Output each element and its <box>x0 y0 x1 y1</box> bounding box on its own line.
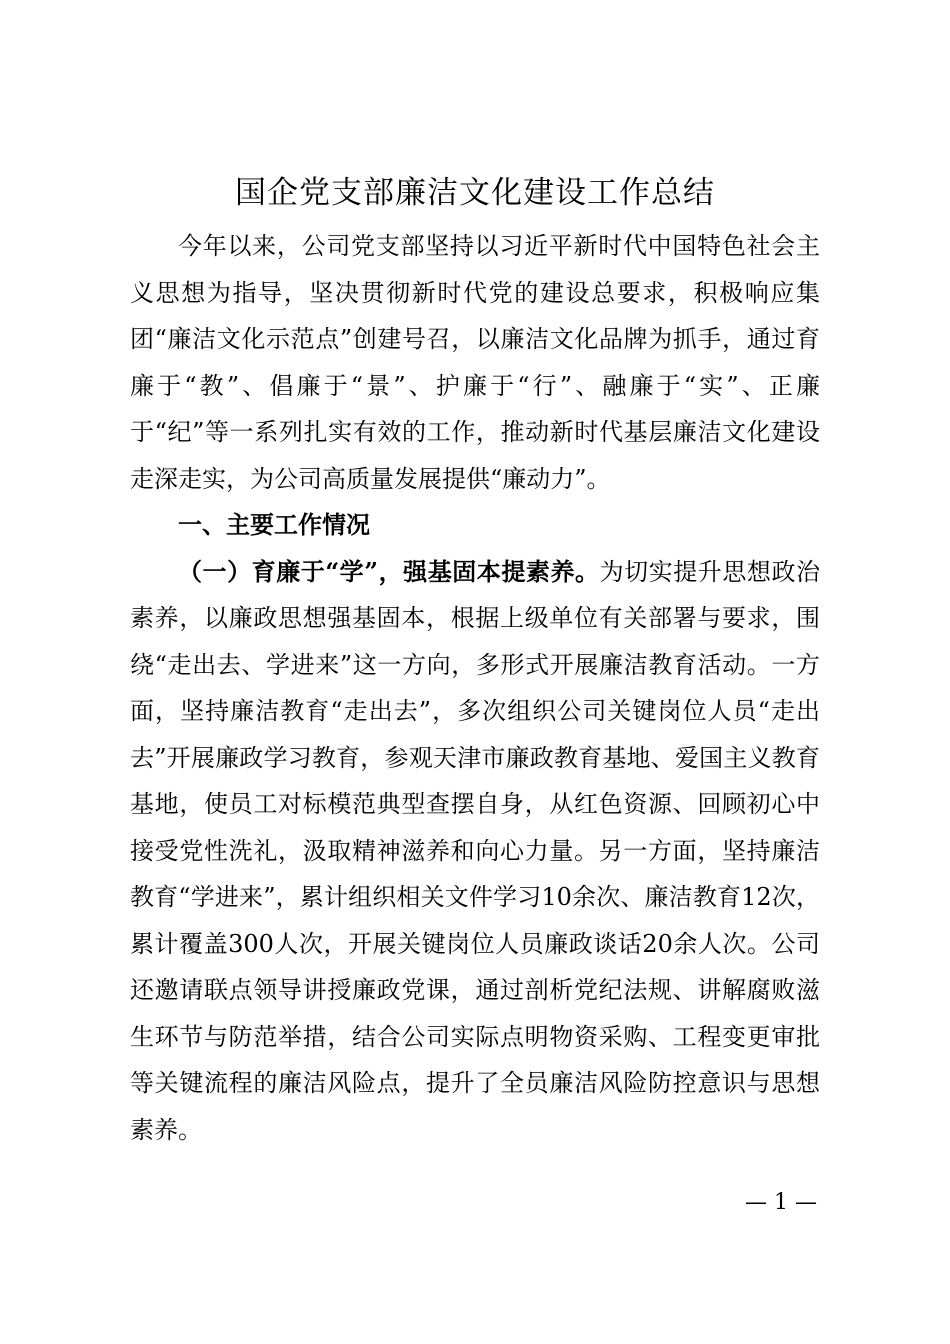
page-number: — 1 — <box>745 1190 817 1215</box>
document-title: 国企党支部廉洁文化建设工作总结 <box>235 175 715 211</box>
subsection-paragraph <box>130 549 820 1154</box>
subsection-heading: （一）育廉于“学”，强基固本提素养。 <box>178 556 600 586</box>
subsection-body: 为切实提升思想政治素养，以廉政思想强基固本，根据上级单位有关部署与要求，围绕“走出去、学进来”这一方向，多形式开展廉洁教育活动。一方面，坚持廉洁教育“走出去”，多次组织公司关键岗位人员“走出去”开展廉政学习教育，参观天津市廉政教育基地、爱国主义教育基地，使员工对标模范典型查摆自身，从红色资源、回顾初心中接受党性洗礼，汲取精神滋养和向心力量。另一方面，坚持廉洁教育“学进来”，累计组织相关文件学习10余次、廉洁教育12次，累计覆盖300人次，开展关键岗位人员廉政谈话20余人次。公司还邀请联点领导讲授廉政党课，通过剖析党纪法规、讲解腐败滋生环节与防范举措，结合公司实际点明物资采购、工程变更审批等关键流程的廉洁风险点，提升了全员廉洁风险防控意识与思想素养。 <box>130 557 821 1144</box>
section-heading: 一、主要工作情况 <box>178 511 370 539</box>
document-body <box>130 223 820 1153</box>
intro-paragraph: 今年以来，公司党支部坚持以习近平新时代中国特色社会主义思想为指导，坚决贯彻新时代党的建设总要求，积极响应集团“廉洁文化示范点”创建号召，以廉洁文化品牌为抓手，通过育廉于“教”、倡廉于“景”、护廉于“行”、融廉于“实”、正廉于“纪”等一系列扎实有效的工作，推动新时代基层廉洁文化建设走深走实，为公司高质量发展提供“廉动力”。 <box>130 232 820 493</box>
